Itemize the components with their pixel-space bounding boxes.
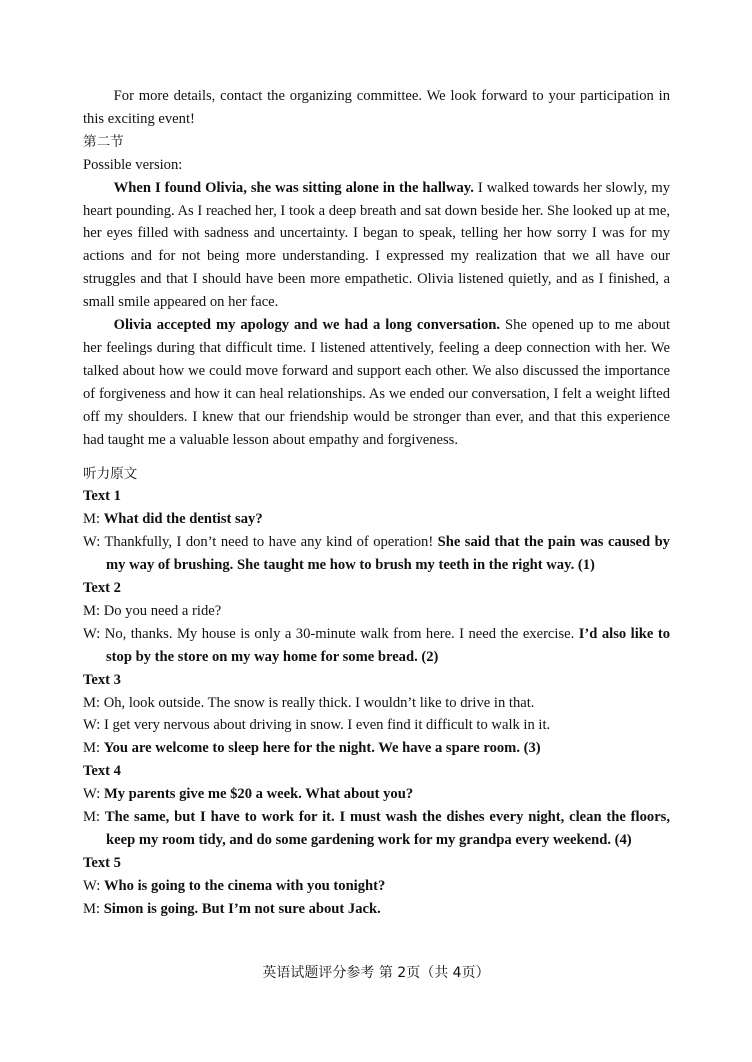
- contact-paragraph: For more details, contact the organizing committee. We look forward to your participation in this exciting event!: [83, 88, 670, 127]
- text3-line-3: M: You are welcome to sleep here for the night. We have a spare room. (3): [83, 740, 541, 757]
- text2-line-2: W: No, thanks. My house is only a 30-minute walk from here. I need the exercise. I’d also like to stop by the store on my way home for some bread. (2): [83, 625, 671, 665]
- essay-paragraph-1: [83, 177, 670, 314]
- page-footer: 英语试题评分参考 第 2页（共 4页）: [262, 965, 490, 981]
- text3-line-2: W: I get very nervous about driving in snow. I even find it difficult to walk in it.: [83, 717, 551, 734]
- essay-paragraph-2-body: She opened up to me about her feelings during that difficult time. I listened attentively, feeling a deep connection with her. We talked about how we could move forward and support each other. We also discussed the importance of forgiveness and how it can heal relationships. As we ended our conversation, I felt a weight lifted off my shoulders. I knew that our friendship would be stronger than ever, and that this experience had taught me a valuable lesson about empathy and forgiveness.: [83, 317, 671, 448]
- text1-line-2: W: Thankfully, I don’t need to have any kind of operation! She said that the pain was caused by my way of brushing. She taught me how to brush my teeth in the right way. (1): [83, 534, 670, 574]
- text2-title: Text 2: [83, 580, 121, 597]
- text2-line-1: M: Do you need a ride?: [83, 602, 222, 619]
- text5-title: Text 5: [83, 854, 121, 871]
- possible-version-label: Possible version:: [83, 156, 183, 173]
- text1-title: Text 1: [83, 488, 121, 505]
- text4-line-2: M: The same, but I have to work for it. I must wash the dishes every night, clean the floors, keep my room tidy, and do some gardening work for my grandpa every weekend. (4): [83, 809, 670, 848]
- text5-line-1: W: Who is going to the cinema with you tonight?: [83, 877, 386, 894]
- document-page: [83, 85, 670, 921]
- essay-paragraph-2: [83, 314, 670, 451]
- section-heading: 第二节: [83, 133, 124, 150]
- transcript-heading: 听力原文: [83, 465, 138, 482]
- essay-paragraph-1-lead: When I found Olivia, she was sitting alone in the hallway.: [113, 179, 474, 196]
- text1-line-1: M: What did the dentist say?: [83, 511, 263, 528]
- text5-line-2: M: Simon is going. But I’m not sure about Jack.: [83, 900, 381, 917]
- text4-title: Text 4: [83, 763, 121, 780]
- text3-line-1: M: Oh, look outside. The snow is really thick. I wouldn’t like to drive in that.: [83, 694, 535, 711]
- text4-line-1: W: My parents give me $20 a week. What about you?: [83, 786, 414, 803]
- essay-paragraph-2-lead: Olivia accepted my apology and we had a long conversation.: [113, 317, 501, 334]
- text3-title: Text 3: [83, 671, 121, 688]
- essay-paragraph-1-body: I walked towards her slowly, my heart pounding. As I reached her, I took a deep breath and sat down beside her. She looked up at me, her eyes filled with sadness and uncertainty. I began to speak, telling her how sorry I was for my actions and for not being more understanding. I expressed my realization that we all have our struggles and that I should have been more empathetic. Olivia listened quietly, and as I finished, a small smile appeared on her face.: [83, 179, 670, 311]
